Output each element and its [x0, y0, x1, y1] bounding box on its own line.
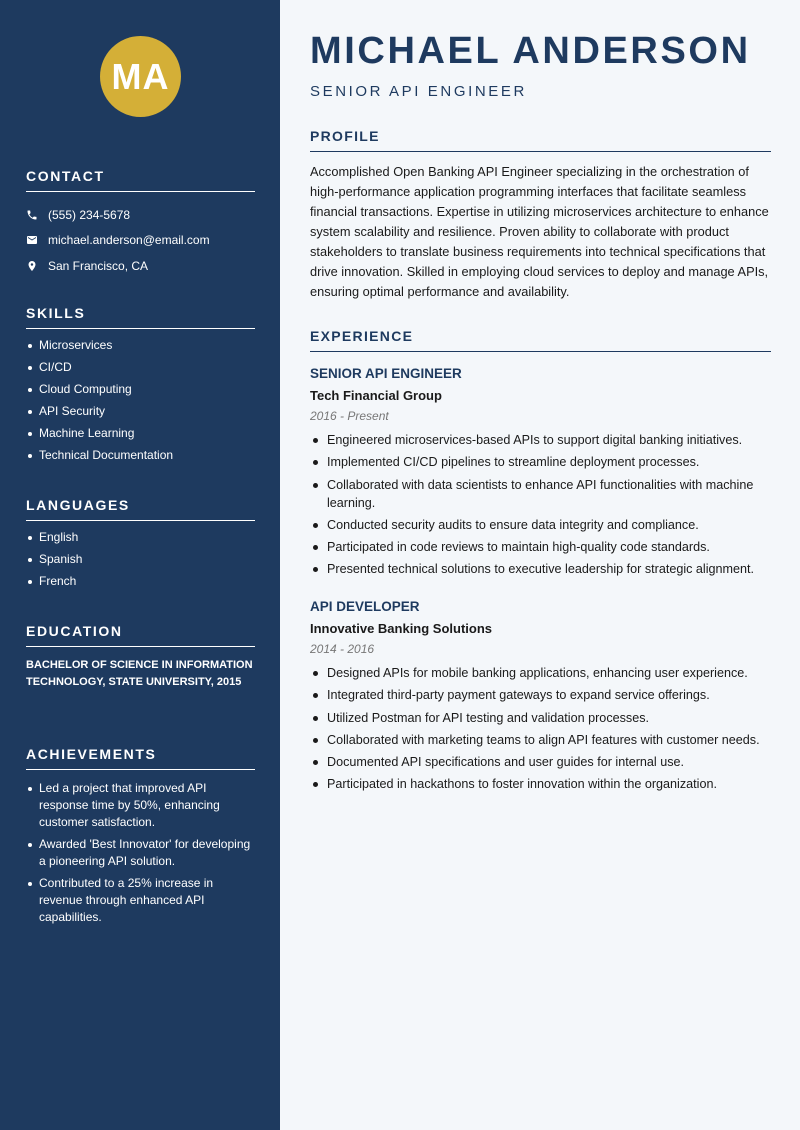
list-item: Documented API specifications and user guides for internal use. — [310, 753, 771, 771]
skills-section — [26, 305, 255, 469]
job-title: SENIOR API ENGINEER — [310, 366, 462, 381]
profile-section — [310, 128, 771, 302]
list-item: Designed APIs for mobile banking applications, enhancing user experience. — [310, 664, 771, 682]
avatar — [100, 36, 181, 117]
list-item: Integrated third-party payment gateways to expand service offerings. — [310, 686, 771, 704]
candidate-name: MICHAEL ANDERSON — [310, 30, 751, 72]
contact-location — [26, 253, 255, 279]
job-dates: 2016 - Present — [310, 409, 389, 423]
achievements-list — [26, 780, 255, 926]
list-item: Contributed to a 25% increase in revenue through enhanced API capabilities. — [26, 875, 255, 926]
job-entry — [310, 366, 771, 583]
contact-list — [26, 202, 255, 279]
list-item: Implemented CI/CD pipelines to streamline deployment processes. — [310, 453, 771, 471]
achievements-section — [26, 746, 255, 931]
languages-list — [26, 529, 255, 590]
languages-section — [26, 497, 255, 595]
contact-phone-text: (555) 234-5678 — [48, 207, 131, 222]
list-item: Awarded 'Best Innovator' for developing a pioneering API solution. — [26, 836, 255, 870]
list-item: Led a project that improved API response time by 50%, enhancing customer satisfaction. — [26, 780, 255, 831]
list-item: API Security — [26, 403, 255, 420]
profile-text: Accomplished Open Banking API Engineer specializing in the orchestration of high-performance application programming interfaces that facilitate seamless financial transactions. Expertise in utilizing microservices architecture to enhance system scalability and resilience. Proven ability to collaborate with product stakeholders to translate business requirements into technical specifications that drive innovation. Skilled in employing cloud services to deploy and manage APIs, ensuring optimal performance and availability. — [310, 164, 769, 299]
job-dates: 2014 - 2016 — [310, 642, 375, 656]
list-item: English — [26, 529, 255, 546]
list-item: Cloud Computing — [26, 381, 255, 398]
list-item: French — [26, 573, 255, 590]
contact-location-text: San Francisco, CA — [48, 258, 149, 273]
job-bullets — [310, 664, 771, 793]
job-title-headline: SENIOR API ENGINEER — [310, 83, 527, 100]
job-bullets — [310, 431, 771, 578]
skills-list — [26, 337, 255, 464]
list-item: Participated in code reviews to maintain high-quality code standards. — [310, 538, 771, 556]
list-item: Spanish — [26, 551, 255, 568]
contact-email — [26, 228, 255, 254]
education-heading: EDUCATION — [26, 623, 255, 647]
list-item: Technical Documentation — [26, 447, 255, 464]
contact-heading: CONTACT — [26, 168, 255, 192]
location-pin-icon — [26, 260, 48, 272]
contact-email-text: michael.anderson@email.com — [48, 233, 210, 248]
sidebar — [0, 0, 280, 1130]
list-item: Presented technical solutions to executive leadership for strategic alignment. — [310, 560, 771, 578]
languages-heading: LANGUAGES — [26, 497, 255, 521]
job-company: Tech Financial Group — [310, 388, 442, 403]
list-item: Utilized Postman for API testing and validation processes. — [310, 709, 771, 727]
list-item: Microservices — [26, 337, 255, 354]
list-item: Machine Learning — [26, 425, 255, 442]
list-item: Engineered microservices-based APIs to support digital banking initiatives. — [310, 431, 771, 449]
phone-icon — [26, 209, 48, 221]
education-degree: BACHELOR OF SCIENCE IN INFORMATION TECHNOLOGY, STATE UNIVERSITY, 2015 — [26, 659, 253, 688]
profile-heading: PROFILE — [310, 128, 771, 152]
job-entry — [310, 599, 771, 798]
experience-section — [310, 328, 771, 352]
contact-phone — [26, 202, 255, 228]
avatar-initials: MA — [111, 55, 170, 97]
job-company: Innovative Banking Solutions — [310, 621, 493, 636]
contact-section — [26, 168, 255, 279]
education-section — [26, 623, 255, 691]
skills-heading: SKILLS — [26, 305, 255, 329]
experience-heading: EXPERIENCE — [310, 328, 771, 352]
list-item: Conducted security audits to ensure data integrity and compliance. — [310, 516, 771, 534]
list-item: Participated in hackathons to foster innovation within the organization. — [310, 775, 771, 793]
list-item: CI/CD — [26, 359, 255, 376]
email-icon — [26, 234, 48, 246]
job-title: API DEVELOPER — [310, 599, 420, 614]
list-item: Collaborated with data scientists to enhance API functionalities with machine learning. — [310, 476, 771, 512]
achievements-heading: ACHIEVEMENTS — [26, 746, 255, 770]
list-item: Collaborated with marketing teams to align API features with customer needs. — [310, 731, 771, 749]
